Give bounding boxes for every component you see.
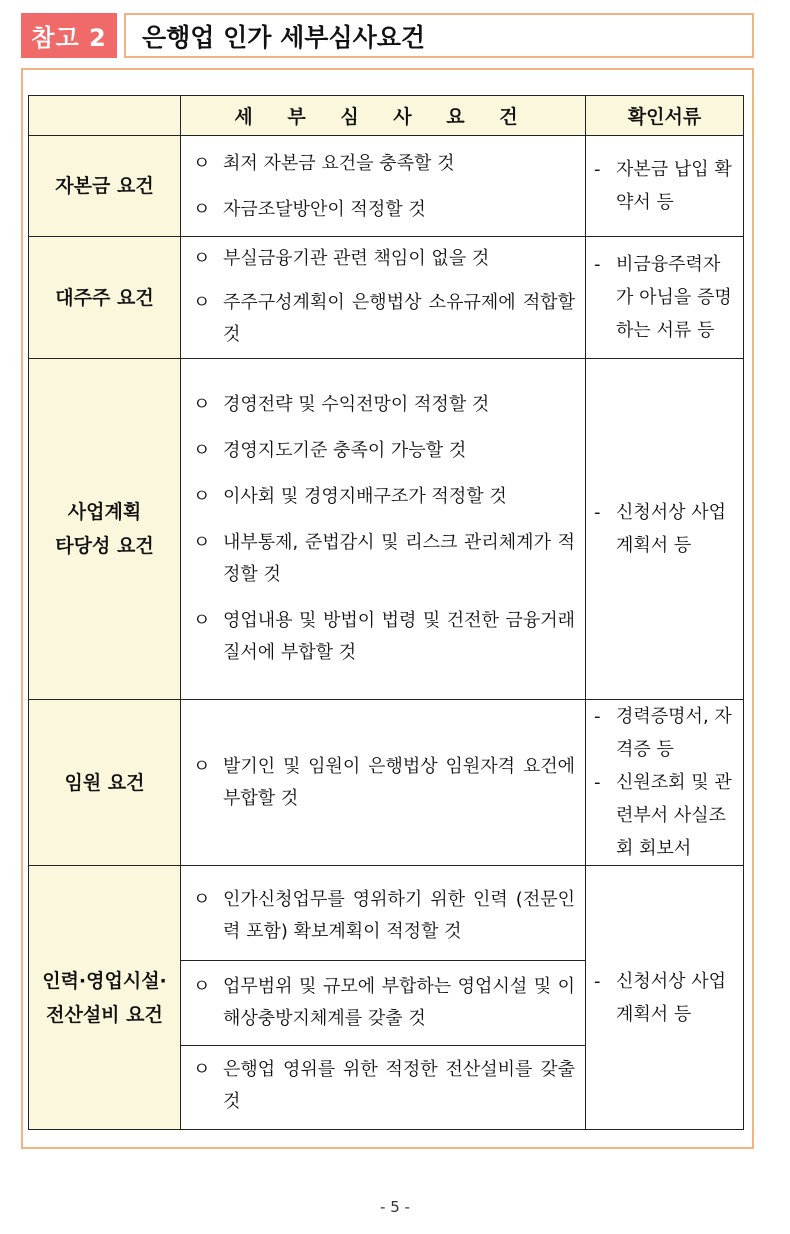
row-label-line: 인력·영업시설· — [42, 969, 167, 992]
header-requirements-col: 세 부 심 사 요 건 — [181, 96, 586, 136]
doc-text: 자본금 납입 확약서 등 — [616, 159, 732, 213]
doc-item — [594, 248, 735, 347]
item-text: 이사회 및 경영지배구조가 적정할 것 — [223, 486, 507, 507]
bullet-icon: ㅇ — [193, 532, 211, 553]
doc-text: 신청서상 사업계획서 등 — [616, 970, 727, 1025]
doc-item — [594, 153, 735, 219]
requirements-table — [28, 95, 744, 1130]
doc-item — [594, 965, 735, 1031]
doc-text: 신원조회 및 관련부서 사실조회 회보서 — [616, 772, 732, 859]
requirements-cell — [181, 136, 586, 237]
item-text: 은행업 영위를 위한 적정한 전산설비를 갖출 것 — [223, 1058, 575, 1112]
item-text: 부실금융기관 관련 책임이 없을 것 — [223, 247, 490, 269]
page-number: - 5 - — [380, 1198, 410, 1216]
bullet-icon: ㅇ — [193, 153, 211, 174]
dash-icon: - — [594, 502, 601, 523]
dash-icon: - — [594, 254, 601, 275]
dash-icon: - — [594, 159, 601, 180]
bullet-icon: ㅇ — [193, 975, 211, 997]
item-text: 업무범위 및 규모에 부합하는 영업시설 및 이해상충방지체계를 갖출 것 — [223, 975, 575, 1029]
table-row — [29, 237, 744, 359]
doc-text: 경력증명서, 자격증 등 — [616, 706, 732, 760]
list-item — [181, 138, 585, 180]
list-item — [181, 467, 585, 513]
requirements-cell — [181, 866, 586, 1130]
row-label-line: 타당성 요건 — [55, 535, 154, 557]
table-row — [29, 866, 744, 1130]
item-text: 주주구성계획이 은행법상 소유규제에 적합할 것 — [223, 291, 575, 345]
table-header-row — [29, 96, 744, 136]
row-label: 대주주 요건 — [29, 237, 181, 359]
item-text: 발기인 및 임원이 은행법상 임원자격 요건에 부합할 것 — [223, 755, 575, 809]
bullet-icon: ㅇ — [193, 394, 211, 415]
list-item — [181, 960, 585, 1045]
list-item — [181, 180, 585, 234]
page-title: 은행업 인가 세부심사요건 — [124, 13, 754, 58]
docs-cell — [586, 136, 744, 237]
bullet-icon: ㅇ — [193, 199, 211, 220]
bullet-icon: ㅇ — [193, 486, 211, 507]
item-text: 최저 자본금 요건을 충족할 것 — [223, 153, 455, 174]
requirements-cell — [181, 237, 586, 359]
item-text: 영업내용 및 방법이 법령 및 건전한 금융거래질서에 부합할 것 — [223, 610, 575, 663]
item-text: 경영지도기준 충족이 가능할 것 — [223, 440, 467, 461]
doc-item — [594, 496, 735, 562]
docs-cell — [586, 359, 744, 700]
list-item — [181, 870, 585, 960]
doc-item — [594, 766, 735, 865]
row-label — [29, 359, 181, 700]
doc-text: 신청서상 사업계획서 등 — [616, 502, 727, 556]
list-item — [181, 591, 585, 675]
header-label-col — [29, 96, 181, 136]
table-row — [29, 136, 744, 237]
item-text: 인가신청업무를 영위하기 위한 인력 (전문인력 포함) 확보계획이 적정할 것 — [223, 888, 575, 942]
requirements-cell — [181, 359, 586, 700]
bullet-icon: ㅇ — [193, 1058, 211, 1080]
table-row — [29, 359, 744, 700]
row-label-line: 사업계획 — [67, 501, 142, 523]
bullet-icon: ㅇ — [193, 888, 211, 910]
reference-badge: 참고 2 — [21, 13, 117, 58]
list-item — [181, 1045, 585, 1126]
list-item — [181, 383, 585, 421]
bullet-icon: ㅇ — [193, 291, 211, 313]
row-label-line: 전산설비 요건 — [46, 1003, 163, 1026]
item-text: 자금조달방안이 적정할 것 — [223, 199, 426, 220]
docs-cell — [586, 237, 744, 359]
row-label: 임원 요건 — [29, 700, 181, 866]
doc-text: 비금융주력자가 아님을 증명하는 서류 등 — [616, 254, 732, 341]
table-row — [29, 700, 744, 866]
bullet-icon: ㅇ — [193, 440, 211, 461]
list-item — [181, 421, 585, 467]
row-label: 자본금 요건 — [29, 136, 181, 237]
dash-icon: - — [594, 706, 601, 727]
bullet-icon: ㅇ — [193, 755, 211, 777]
dash-icon: - — [594, 772, 601, 793]
item-text: 경영전략 및 수익전망이 적정할 것 — [223, 394, 490, 415]
row-label — [29, 866, 181, 1130]
list-item — [181, 513, 585, 591]
item-text: 내부통제, 준법감시 및 리스크 관리체계가 적정할 것 — [223, 532, 575, 585]
docs-cell — [586, 700, 744, 866]
list-item — [181, 275, 585, 357]
list-item — [181, 239, 585, 275]
docs-cell — [586, 866, 744, 1130]
bullet-icon: ㅇ — [193, 247, 211, 269]
header-docs-col: 확인서류 — [586, 96, 744, 136]
requirements-cell — [181, 700, 586, 866]
list-item — [181, 751, 585, 815]
bullet-icon: ㅇ — [193, 610, 211, 631]
dash-icon: - — [594, 970, 601, 992]
doc-item — [594, 700, 735, 766]
